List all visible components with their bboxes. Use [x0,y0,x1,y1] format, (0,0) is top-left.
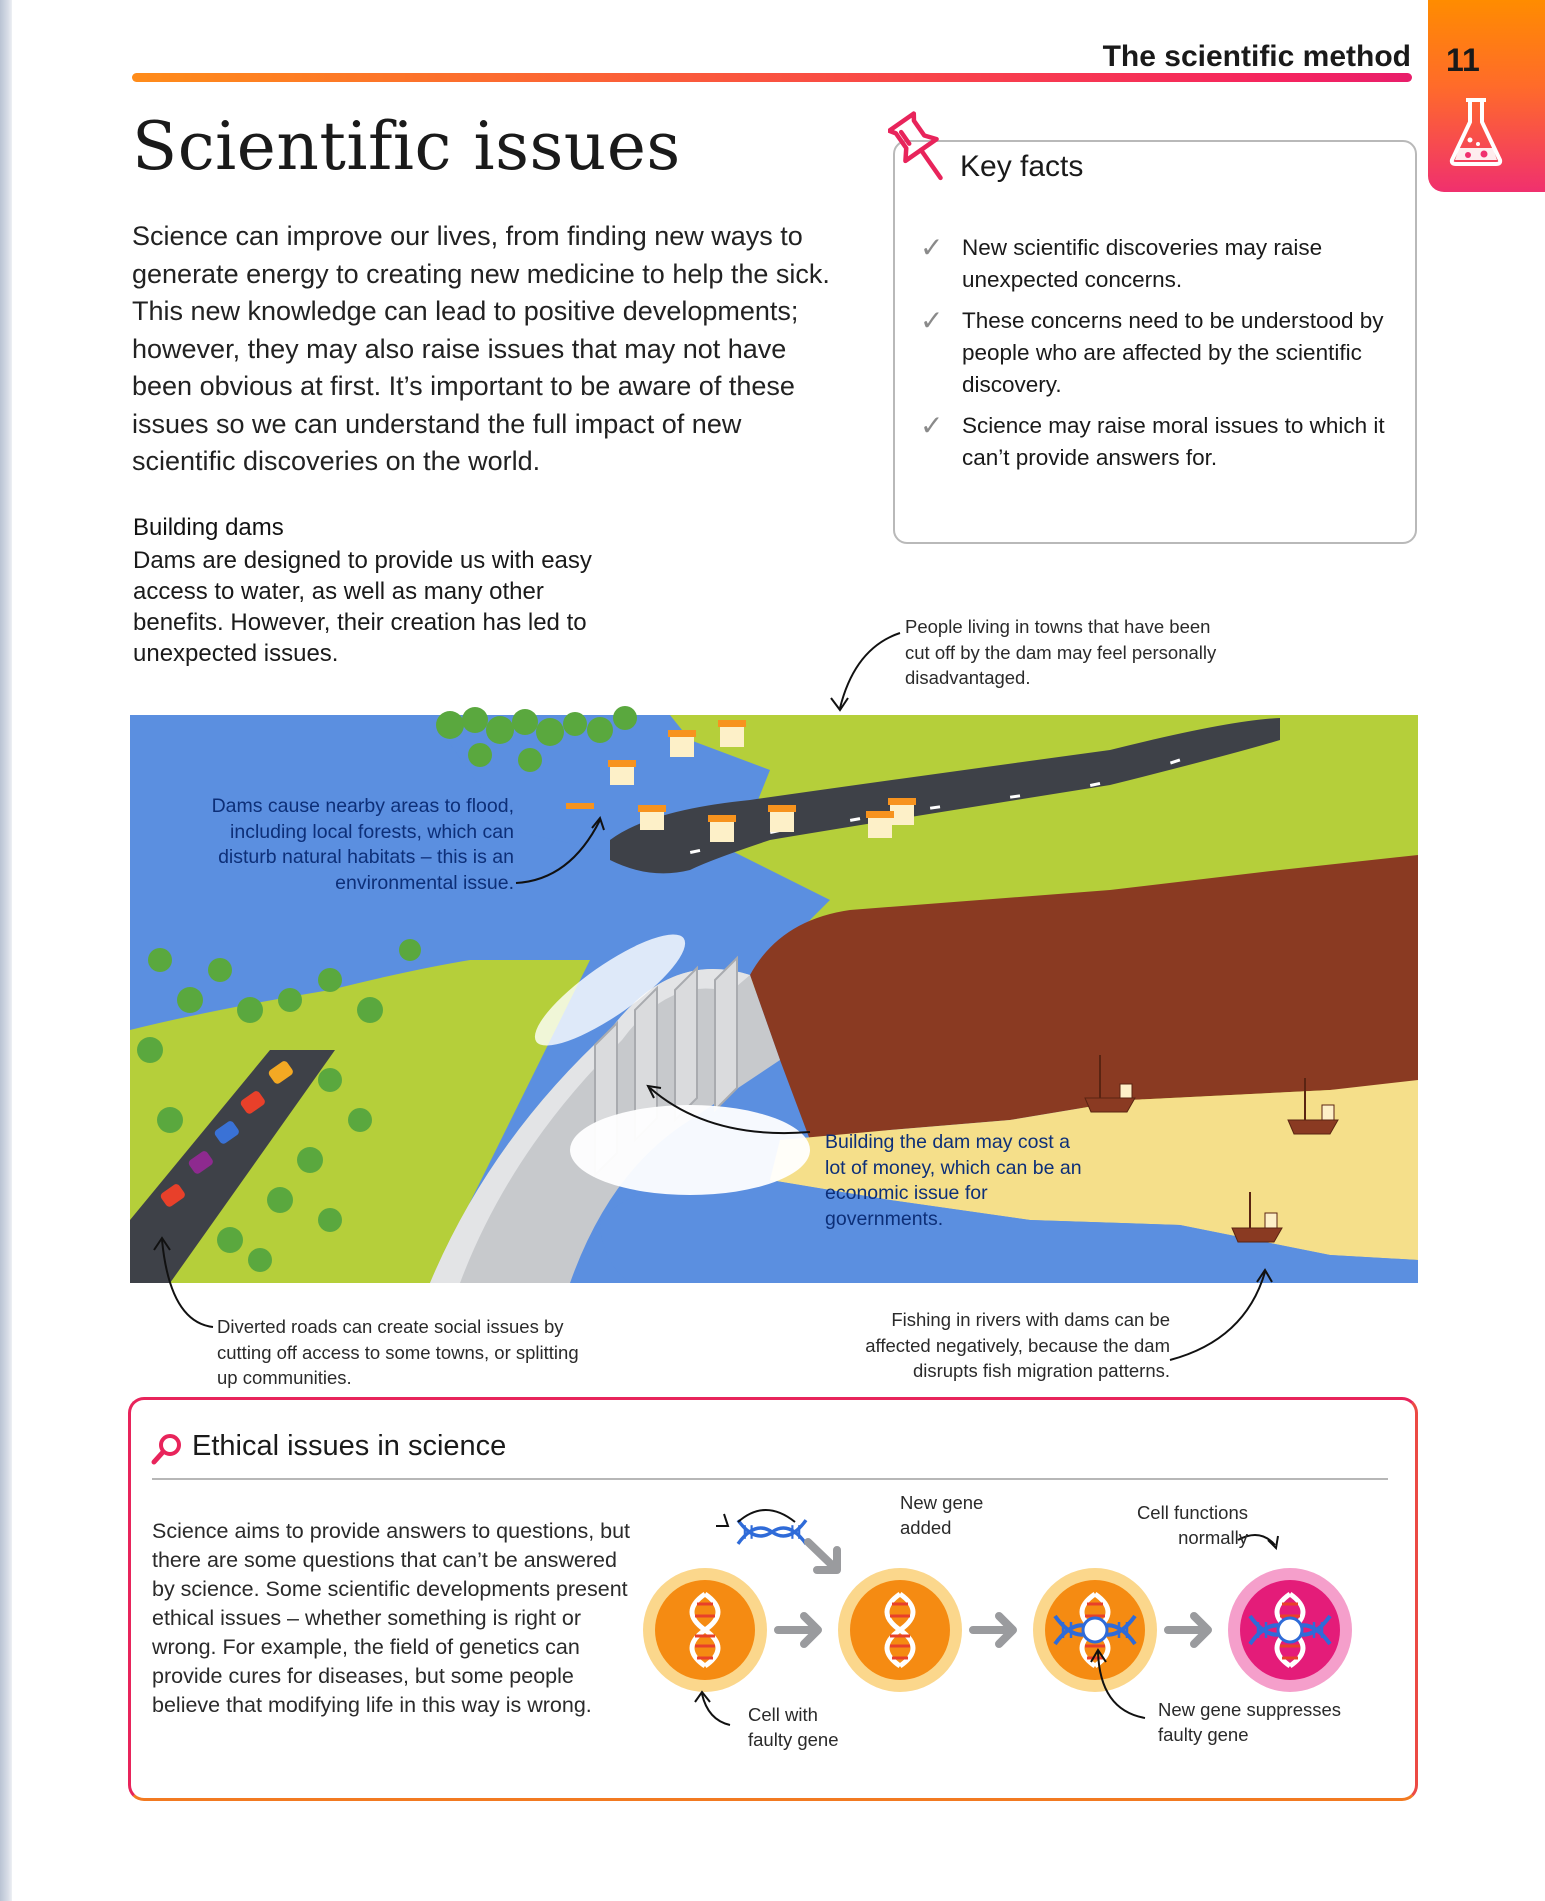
check-icon: ✓ [920,232,944,263]
cell-normal [1228,1568,1352,1692]
house [638,805,666,830]
label-suppresses: New gene suppresses faulty gene [1158,1699,1342,1745]
key-fact-item: ✓ These concerns need to be understood by people who are affected by the scientific discovery. [920,305,1384,397]
house [866,811,894,838]
house [708,815,736,842]
boat [1085,1098,1135,1112]
key-facts-list [920,232,1400,483]
page-title: Scientific issues [132,108,681,185]
key-fact-item: ✓ New scientific discoveries may raise unexpected concerns. [920,232,1323,292]
key-facts-title: Key facts [960,150,1084,183]
towns-arrow [815,628,905,718]
section-title: The scientific method [1102,40,1411,73]
page-tab [1428,0,1545,192]
water-spray [570,1105,810,1195]
annotation-fishing: Fishing in rivers with dams can be affected negatively, because the dam disrupts fish migration patterns. [865,1309,1170,1381]
roads-arrow [150,1232,220,1332]
label-faulty-gene: Cell with faulty gene [748,1704,839,1750]
check-icon: ✓ [920,410,944,441]
annotation-cost: Building the dam may cost a lot of money, which can be an economic issue for governments. [825,1131,1082,1230]
magnifier-icon [150,1432,184,1466]
ethics-title: Ethical issues in science [192,1430,507,1462]
house [718,720,746,747]
house [608,760,636,785]
header-rule [132,73,1412,82]
dam-illustration [130,700,1418,1283]
label-cell-normal: Cell functions normally [1136,1502,1248,1548]
house [668,730,696,757]
house-flooded [566,803,594,809]
cell-suppressed [1033,1568,1157,1692]
pushpin-icon [888,110,954,192]
key-fact-item: ✓ Science may raise moral issues to which it can’t provide answers for. [920,410,1385,470]
dams-heading: Building dams [133,514,284,541]
label-new-gene: New gene added [900,1492,984,1538]
boat [1232,1228,1282,1242]
fishing-arrow [1165,1260,1275,1370]
ethics-body: Science aims to provide answers to questions, but there are some questions that can’t be answered by science. Some scientific developments present ethical issues – whether something is right or wrong. For example, the field of genetics can provide cures for diseases, but some people believe that modifying life in this way is wrong. [152,1519,631,1717]
annotation-flood: Dams cause nearby areas to flood, including local forests, which can disturb natural habitats – this is an environmental issue. [211,795,514,894]
dams-body: Dams are designed to provide us with easy access to water, as well as many other benefits. However, their creation has led to unexpected issues. [133,547,592,667]
annotation-roads: Diverted roads can create social issues by cutting off access to some towns, or splitting up communities. [217,1316,579,1388]
intro-paragraph: Science can improve our lives, from finding new ways to generate energy to creating new medicine to help the sick. This new knowledge can lead to positive developments; however, they may also raise issues that may not have been obvious at first. It’s important to be aware of these issues so we can understand the full impact of new scientific discoveries on the world. [132,221,830,476]
check-icon: ✓ [920,305,944,336]
cell-gene-added [838,1568,962,1692]
book-spine [0,0,12,1901]
boat [1288,1120,1338,1134]
cell-faulty [643,1568,767,1692]
page-number: 11 [1446,42,1480,78]
flask-icon [1446,96,1506,168]
new-gene-dna [738,1520,806,1544]
house [768,805,796,832]
annotation-towns: People living in towns that have been cut off by the dam may feel personally disadvantaged. [905,616,1217,688]
